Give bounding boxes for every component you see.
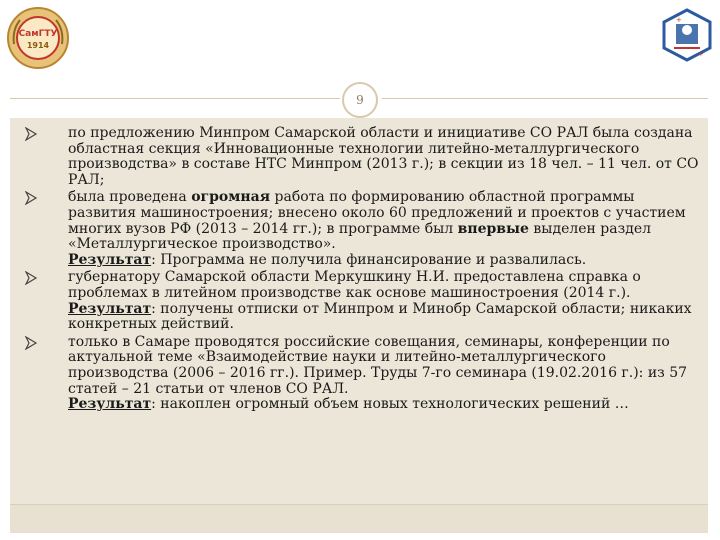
list-item [24, 270, 704, 332]
society-emblem-logo [660, 8, 714, 62]
arrow-bullet-icon [24, 336, 38, 350]
divider-right [382, 98, 708, 99]
logo-name-text: СамГТУ [18, 29, 58, 39]
bullet-list [24, 126, 704, 413]
item-text: выделен раздел «Металлургическое производство». [68, 220, 652, 253]
logo-year-text: 1914 [26, 41, 50, 50]
item-text: только в Самаре проводятся российские совещания, семинары, конференции по актуальной теме «Взаимодействие науки и литейно-металлургического производства (2006 – 2016 гг.). Пример. Труды 7-го семинара (19.02.2016 г.): из 57 статей – 21 статьи от членов СО РАЛ. [68, 333, 688, 397]
list-item [24, 126, 704, 188]
footer-bar [10, 504, 708, 533]
item-text: губернатору Самарской области Меркушкину Н.И. предоставлена справка о проблемах в литейном производстве как основе машиностроения (2014 г.). [68, 269, 641, 301]
item-bold-text: впервые [457, 220, 529, 237]
result-text: : накоплен огромный объем новых технологических решений … [151, 396, 629, 413]
university-emblem-logo [6, 6, 70, 70]
item-text: по предложению Минпром Самарской области и инициативе СО РАЛ была создана областная секция «Инновационные технологии литейно-металлургического производства» в составе НТС Минпром (2013 г.); в секции из 18 чел. – 11 чел. от СО РАЛ; [68, 125, 699, 188]
arrow-bullet-icon [24, 127, 38, 141]
result-label: Результат [68, 300, 152, 317]
item-text: работа по формированию областной программы развития машиностроения; внесено около 60 предложений и проектов с участием многих вузов РФ (2013 – 2014 гг.); в программе был [68, 189, 686, 237]
result-text: : Программа не получила финансирование и развалилась. [151, 251, 587, 268]
arrow-bullet-icon [24, 271, 38, 285]
svg-text:+: + [676, 16, 682, 24]
result-label: Результат [68, 396, 152, 413]
list-item [24, 190, 704, 268]
arrow-bullet-icon [24, 191, 38, 205]
item-text: была проведена [68, 189, 192, 206]
list-item [24, 335, 704, 413]
result-text: : получены отписки от Минпром и Минобр Самарской области; никаких конкретных действий. [68, 300, 692, 333]
item-bold-text: огромная [191, 189, 271, 206]
result-label: Результат [68, 251, 152, 268]
divider-left [10, 98, 340, 99]
svg-text:+: + [698, 50, 704, 58]
page-number: 9 [342, 82, 378, 118]
